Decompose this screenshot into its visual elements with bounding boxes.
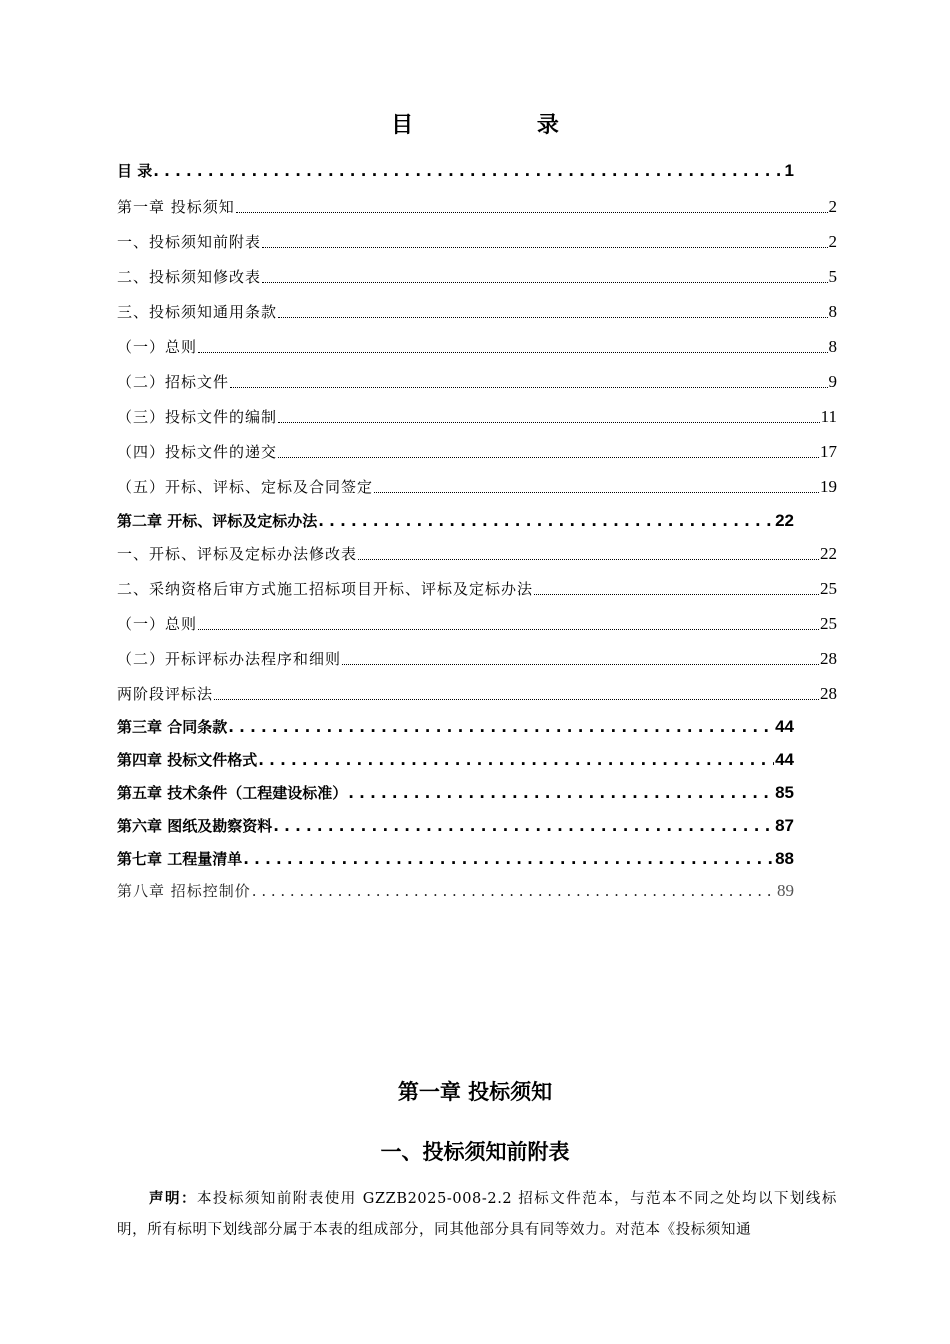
toc-entry[interactable] [117, 716, 794, 737]
toc-entry-label: （一）总则 [117, 338, 198, 356]
toc-entry[interactable] [117, 371, 837, 392]
toc-entry-page-number: 85 [775, 783, 794, 802]
toc-entry-page-number: 28 [820, 649, 837, 668]
toc-dot-leader [348, 784, 774, 802]
toc-entry[interactable] [117, 231, 837, 252]
toc-dot-leader [262, 243, 827, 248]
toc-entry-label: 第八章 招标控制价 [117, 882, 251, 900]
toc-entry-page-number: 22 [775, 511, 794, 530]
toc-entry-label: （五）开标、评标、定标及合同签定 [117, 478, 374, 496]
toc-dot-leader [262, 278, 827, 283]
toc-entry[interactable] [117, 441, 837, 462]
toc-entry-label: 两阶段评标法 [117, 685, 214, 703]
toc-entry-page-number: 8 [828, 337, 837, 356]
toc-entry-page-number: 5 [828, 267, 837, 286]
toc-dot-leader [258, 751, 774, 769]
chapter-heading: 第一章 投标须知 [397, 1080, 553, 1104]
toc-entry-label: 一、投标须知前附表 [117, 233, 262, 251]
toc-dot-leader [252, 882, 776, 900]
statement-text: 本投标须知前附表使用 GZZB2025-008-2.2 招标文件范本，与范本不同之处均以下划线标明，所有标明下划线部分属于本表的组成部分，同其他部分具有同等效力。对范本《投标须知通 [117, 1191, 837, 1238]
toc-dot-leader [374, 488, 819, 493]
toc-dot-leader [278, 418, 820, 423]
toc-entry[interactable] [117, 301, 837, 322]
toc-dot-leader [358, 555, 819, 560]
toc-dot-leader [153, 162, 783, 180]
toc-entry[interactable] [117, 543, 837, 564]
toc-entry-label: 目 录 [117, 162, 153, 180]
toc-entry-page-number: 28 [820, 684, 837, 703]
toc-dot-leader [228, 718, 774, 736]
toc-dot-leader [278, 313, 827, 318]
toc-entry-label: 三、投标须知通用条款 [117, 303, 278, 321]
toc-entry-page-number: 11 [820, 407, 837, 426]
toc-entry-label: 第四章 投标文件格式 [117, 751, 258, 769]
toc-dot-leader [273, 817, 774, 835]
toc-entry[interactable] [117, 782, 794, 803]
toc-dot-leader [342, 660, 819, 665]
toc-entry-label: （三）投标文件的编制 [117, 408, 278, 426]
toc-entry-label: 第三章 合同条款 [117, 718, 228, 736]
toc-dot-leader [278, 453, 819, 458]
toc-entry[interactable] [117, 815, 794, 836]
toc-entry[interactable] [117, 510, 794, 531]
toc-dot-leader [198, 348, 827, 353]
toc-entry-page-number: 25 [820, 579, 837, 598]
toc-title: 目 录 [391, 113, 617, 138]
toc-entry-page-number: 2 [828, 232, 837, 251]
toc-entry[interactable] [117, 406, 837, 427]
toc-entry[interactable] [117, 160, 794, 181]
toc-entry-page-number: 1 [784, 161, 794, 180]
toc-dot-leader [243, 850, 774, 868]
toc-entry-label: 二、采纳资格后审方式施工招标项目开标、评标及定标办法 [117, 580, 534, 598]
toc-entry-page-number: 17 [820, 442, 837, 461]
toc-entry-page-number: 44 [775, 717, 794, 736]
toc-entry-page-number: 8 [828, 302, 837, 321]
statement-lead: 声明： [149, 1191, 197, 1207]
toc-entry-page-number: 9 [828, 372, 837, 391]
toc-dot-leader [214, 695, 819, 700]
toc-entry[interactable] [117, 266, 837, 287]
toc-entry[interactable] [117, 749, 794, 770]
toc-entry-label: 二、投标须知修改表 [117, 268, 262, 286]
toc-entry-label: （四）投标文件的递交 [117, 443, 278, 461]
toc-entry-label: 第一章 投标须知 [117, 198, 235, 216]
toc-dot-leader [230, 383, 827, 388]
toc-entry-label: 一、开标、评标及定标办法修改表 [117, 545, 358, 563]
toc-entry-page-number: 89 [777, 881, 794, 900]
toc-dot-leader [318, 512, 774, 530]
toc-entry-label: 第二章 开标、评标及定标办法 [117, 512, 318, 530]
toc-entry-page-number: 22 [820, 544, 837, 563]
toc-entry-page-number: 2 [828, 197, 837, 216]
toc-dot-leader [534, 590, 819, 595]
toc-entry-label: 第六章 图纸及勘察资料 [117, 817, 273, 835]
toc-dot-leader [236, 208, 828, 213]
toc-entry[interactable] [117, 476, 837, 497]
toc-dot-leader [198, 625, 819, 630]
section-heading: 一、投标须知前附表 [380, 1140, 570, 1164]
toc-entry[interactable] [117, 613, 837, 634]
toc-entry-label: （一）总则 [117, 615, 198, 633]
toc-entry-page-number: 88 [775, 849, 794, 868]
toc-entry[interactable] [117, 683, 837, 704]
toc-entry-label: 第七章 工程量清单 [117, 850, 243, 868]
toc-entry-label: （二）开标评标办法程序和细则 [117, 650, 342, 668]
statement-paragraph [117, 1184, 837, 1246]
toc-entry-page-number: 87 [775, 816, 794, 835]
toc-entry[interactable] [117, 648, 837, 669]
toc-entry[interactable] [117, 336, 837, 357]
toc-entry-page-number: 25 [820, 614, 837, 633]
toc-entry-label: 第五章 技术条件（工程建设标准） [117, 784, 348, 802]
toc-entry-page-number: 44 [775, 750, 794, 769]
toc-entry-page-number: 19 [820, 477, 837, 496]
toc-entry[interactable] [117, 880, 794, 901]
toc-entry[interactable] [117, 848, 794, 869]
toc-entry-label: （二）招标文件 [117, 373, 230, 391]
toc-entry[interactable] [117, 196, 837, 217]
toc-entry[interactable] [117, 578, 837, 599]
